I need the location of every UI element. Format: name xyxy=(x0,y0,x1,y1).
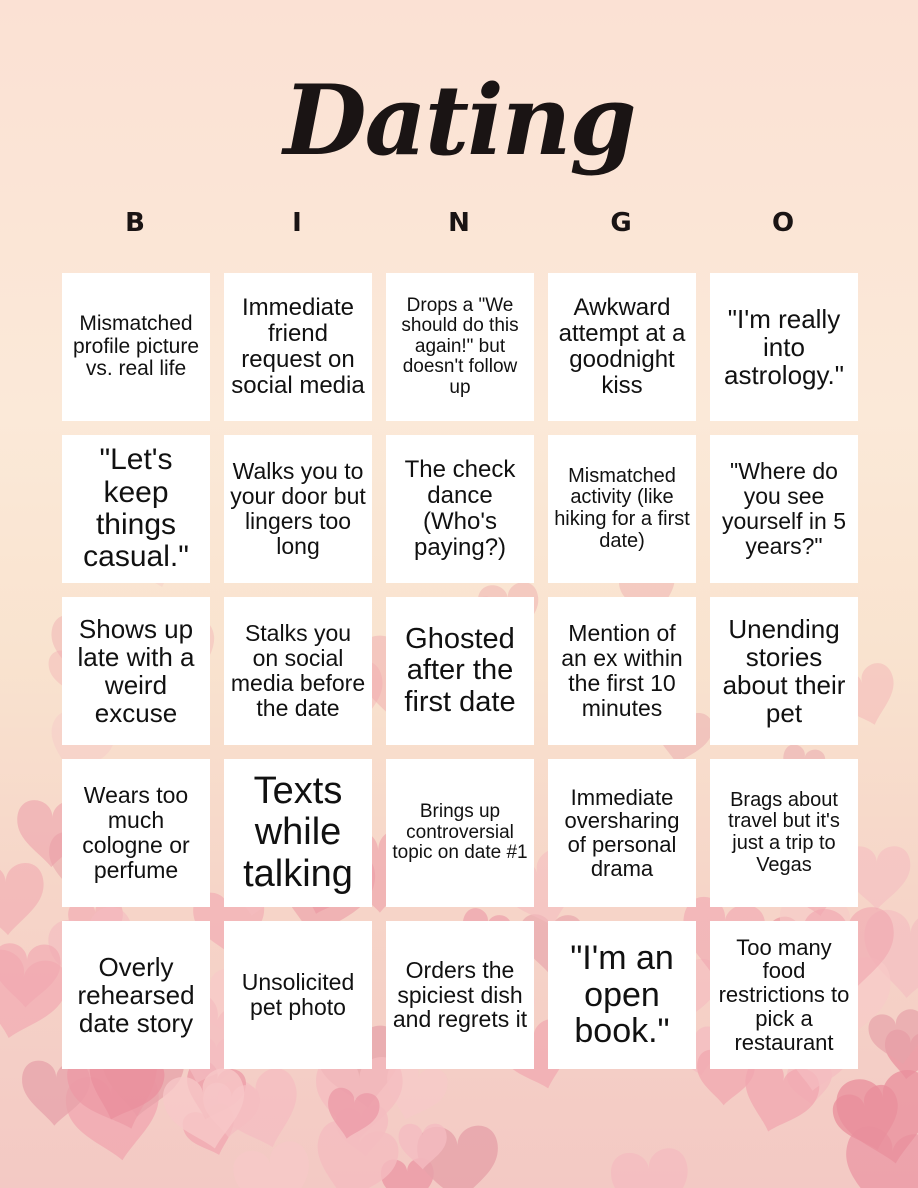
cell-text: Immediate friend request on social media xyxy=(231,294,365,399)
bingo-cell[interactable] xyxy=(62,435,210,583)
bingo-cell[interactable] xyxy=(386,759,534,907)
header-letter-n: N xyxy=(448,208,470,238)
header-letter-b: B xyxy=(125,208,145,238)
cell-text: Walks you to your door but lingers too long xyxy=(230,458,366,559)
bingo-cell[interactable] xyxy=(62,597,210,745)
cell-text: "I'm an open book." xyxy=(570,938,674,1051)
bingo-cell[interactable] xyxy=(386,921,534,1069)
cell-text: "Let's keep things casual." xyxy=(83,443,189,574)
cell-text: "I'm really into astrology." xyxy=(723,303,845,391)
bingo-cell[interactable] xyxy=(548,921,696,1069)
bingo-cell[interactable] xyxy=(224,273,372,421)
header-letter-o: O xyxy=(771,208,795,238)
cell-text: Mismatched profile picture vs. real life xyxy=(72,311,200,381)
cell-text: Unsolicited pet photo xyxy=(241,969,355,1020)
bingo-cell[interactable] xyxy=(386,435,534,583)
bingo-cell[interactable] xyxy=(710,759,858,907)
cell-text: Mention of an ex within the first 10 minutes xyxy=(561,620,683,721)
cell-text: Shows up late with a weird excuse xyxy=(77,613,195,729)
header-letter-g: G xyxy=(610,208,632,238)
bingo-grid xyxy=(62,273,858,1069)
cell-text: Unending stories about their pet xyxy=(722,613,846,729)
bingo-cell[interactable] xyxy=(548,759,696,907)
cell-text: Brags about travel but it's just a trip to Vegas xyxy=(728,788,840,876)
heart-shape xyxy=(609,1146,694,1188)
bingo-cell[interactable] xyxy=(548,435,696,583)
bingo-cell[interactable] xyxy=(62,273,210,421)
heart-shape xyxy=(0,862,46,936)
bingo-cell[interactable] xyxy=(710,435,858,583)
bingo-cell[interactable] xyxy=(224,921,372,1069)
card-title: Dating xyxy=(283,64,635,177)
bingo-cell[interactable] xyxy=(386,597,534,745)
bingo-cell[interactable] xyxy=(386,273,534,421)
bingo-cell[interactable] xyxy=(224,597,372,745)
cell-text: Ghosted after the first date xyxy=(404,623,516,718)
cell-text: Awkward attempt at a goodnight kiss xyxy=(558,294,686,399)
cell-text: Immediate oversharing of personal drama xyxy=(564,784,680,881)
header-letter-i: I xyxy=(292,208,302,238)
cell-text: Too many food restrictions to pick a restaurant xyxy=(718,934,850,1055)
bingo-cell[interactable] xyxy=(62,921,210,1069)
bingo-cell[interactable] xyxy=(62,759,210,907)
cell-text: The check dance (Who's paying?) xyxy=(404,456,516,561)
cell-text: Mismatched activity (like hiking for a first date) xyxy=(554,464,690,552)
cell-text: Stalks you on social media before the date xyxy=(230,620,366,721)
bingo-cell[interactable] xyxy=(710,921,858,1069)
bingo-cell[interactable] xyxy=(224,759,372,907)
heart-shape xyxy=(229,1137,320,1188)
cell-text: Drops a "We should do this again!" but doesn't follow up xyxy=(401,294,519,398)
bingo-cell[interactable] xyxy=(548,273,696,421)
bingo-cell[interactable] xyxy=(548,597,696,745)
cell-text: "Where do you see yourself in 5 years?" xyxy=(721,458,846,559)
cell-text: Overly rehearsed date story xyxy=(77,951,195,1039)
cell-text: Wears too much cologne or perfume xyxy=(82,782,190,883)
cell-text: Orders the spiciest dish and regrets it xyxy=(392,956,528,1033)
cell-text: Brings up controversial topic on date #1 xyxy=(392,801,528,864)
bingo-cell[interactable] xyxy=(710,273,858,421)
bingo-header xyxy=(60,208,858,248)
cell-text: Texts while talking xyxy=(243,770,353,895)
bingo-cell[interactable] xyxy=(224,435,372,583)
bingo-cell[interactable] xyxy=(710,597,858,745)
